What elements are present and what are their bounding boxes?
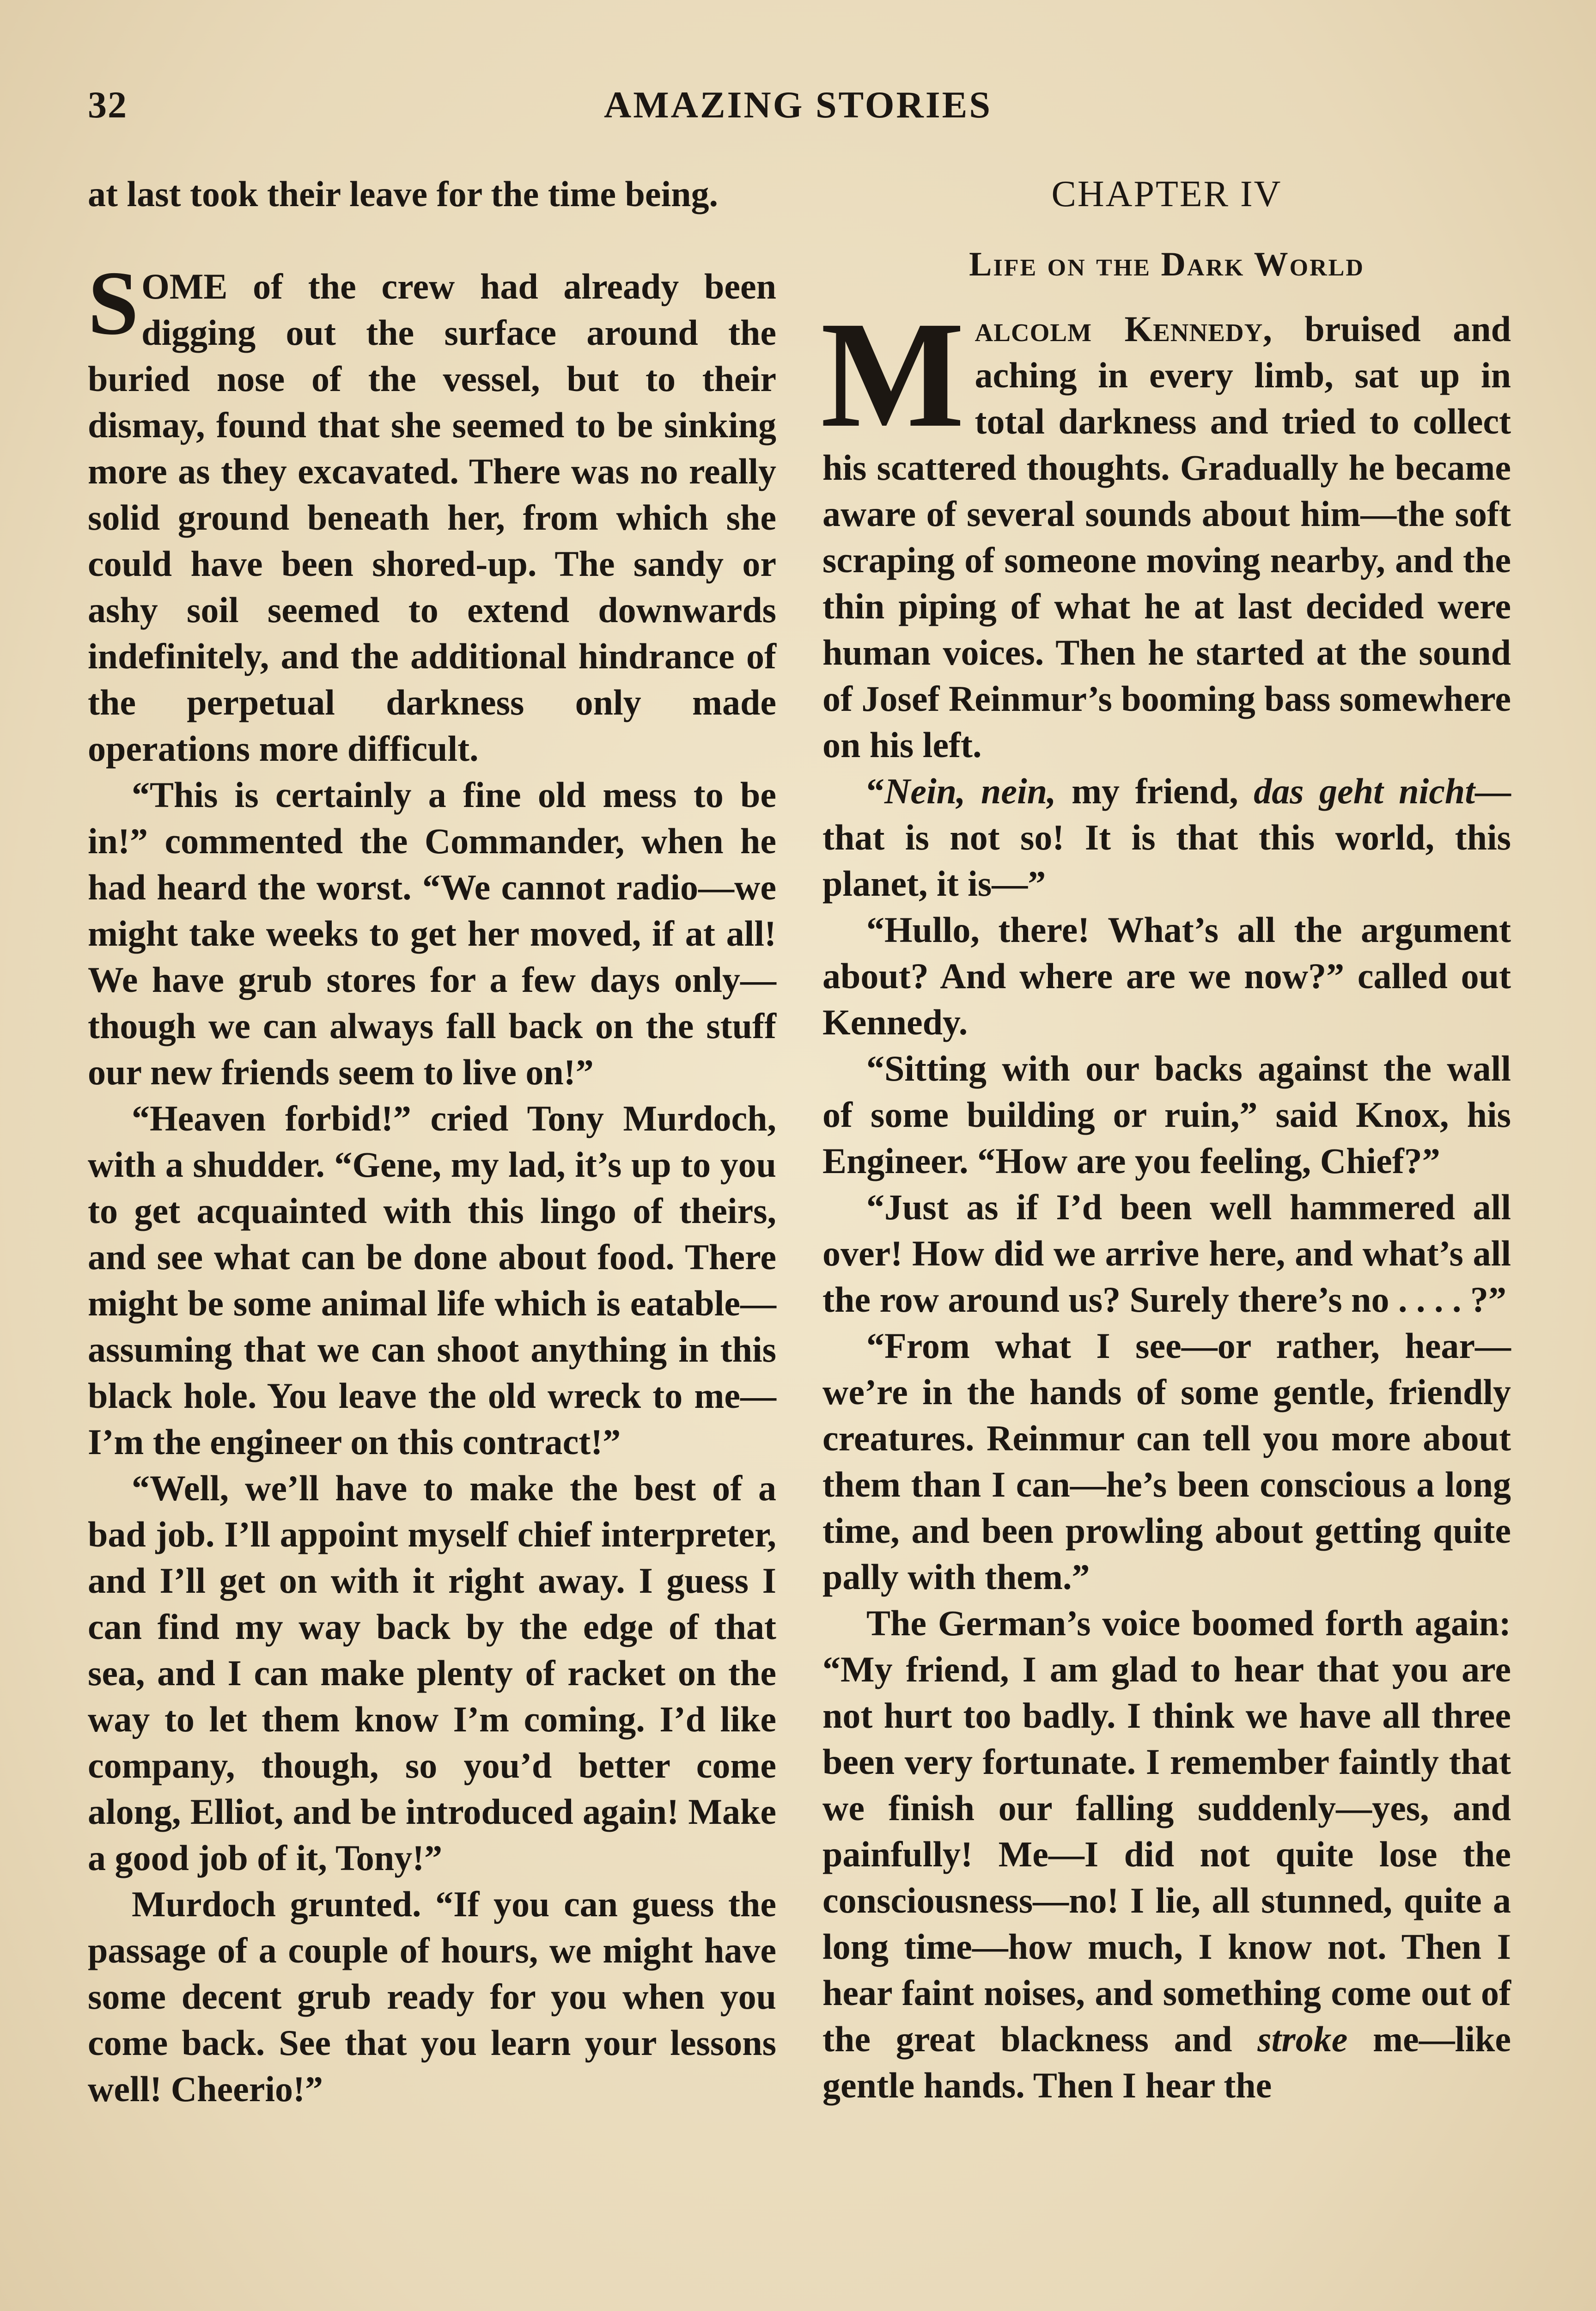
paragraph xyxy=(822,1600,1511,2109)
paragraph: “From what I see—or rather, hear—we’re in the hands of some gentle, friendly creatures. Reinmur can tell you more about them than I can—he’s been conscious a long time, and been prowling about getting quite pally with them.” xyxy=(822,1326,1511,1597)
paragraph-text: The German’s voice boomed forth again: “My friend, I am glad to hear that you are not hurt too badly. I think we have all three been very fortunate. I remember faintly that we finish our falling suddenly—yes, and painfully! Me—I did not quite lose the consciousness—no! I lie, all stunned, quite a long time—how much, I know not. Then I hear faint noises, and something come out of the great blackness and xyxy=(822,1603,1511,2059)
section-opening-paragraph xyxy=(88,252,776,772)
magazine-title: AMAZING STORIES xyxy=(604,84,992,126)
drop-cap: M xyxy=(821,290,965,459)
lead-in-name: alcolm Kennedy, xyxy=(975,309,1273,349)
drop-cap: S xyxy=(88,252,139,354)
paragraph-text: OME of the crew had already been digging out the surface around the buried nose of the vessel, but to their dismay, found that she seemed to be sinking more as they excavated. There was no really solid ground beneath her, from which she could have been shored-up. The sandy or ashy soil seemed to extend downwards indefinitely, and the additional hindrance of the perpetual darkness only made operations more difficult. xyxy=(88,266,776,769)
german-phrase: Nein, nein, xyxy=(884,771,1056,811)
paragraph: “Heaven forbid!” cried Tony Murdoch, with a shudder. “Gene, my lad, it’s up to you to get acquainted with this lingo of theirs, and see what can be done about food. There might be some animal life which is eatable—assuming that we can shoot anything in this black hole. You leave the old wreck to me—I’m the engineer on this contract!” xyxy=(88,1098,776,1462)
paragraph xyxy=(822,768,1511,907)
paragraph: Murdoch grunted. “If you can guess the passage of a couple of hours, we might have some decent grub ready for you when you come back. See that you learn your lessons well! Cheerio!” xyxy=(88,1884,776,2109)
emphasis: stroke xyxy=(1257,2019,1348,2059)
paragraph-text: bruised and aching in every limb, sat up in total darkness and tried to collect his scattered thoughts. Gradually he became aware of several sounds about him—the soft scraping of someone moving nearby, and the thin piping of what he at last decided were human voices. Then he started at the sound of Josef Reinmur’s booming bass somewhere on his left. xyxy=(822,309,1511,765)
page-number: 32 xyxy=(88,84,128,126)
right-column xyxy=(822,171,1511,2109)
paragraph: “Well, we’ll have to make the best of a bad job. I’ll appoint myself chief interpreter, and I’ll get on with it right away. I guess I can find my way back by the edge of that sea, and I can make plenty of racket on the way to let them know I’m coming. I’d like company, though, so you’d better come along, Elliot, and be introduced again! Make a good job of it, Tony!” xyxy=(88,1468,776,1878)
paragraph: “This is certainly a fine old mess to be in!” commented the Commander, when he had heard the worst. “We cannot radio—we might take weeks to get her moved, if at all! We have grub stores for a few days only—though we can always fall back on the stuff our new friends seem to live on!” xyxy=(88,775,776,1092)
paragraph: at last took their leave for the time being. xyxy=(88,174,719,214)
german-phrase: das geht nicht xyxy=(1254,771,1475,811)
paragraph: “Just as if I’d been well hammered all over! How did we arrive here, and what’s all the row around us? Surely there’s no . . . . ?” xyxy=(822,1187,1511,1320)
left-column xyxy=(88,171,776,2112)
chapter-heading: CHAPTER IV xyxy=(1051,174,1282,214)
chapter-opening-paragraph xyxy=(821,290,1511,768)
paragraph-text: me—like gentle hands. Then I hear the xyxy=(822,2019,1511,2105)
chapter-subtitle: Life on the Dark World xyxy=(969,245,1365,283)
running-head xyxy=(88,83,1508,134)
paragraph: “Hullo, there! What’s all the argument about? And where are we now?” called out Kennedy. xyxy=(822,910,1511,1042)
paragraph: “Sitting with our backs against the wall of some building or ruin,” said Knox, his Engineer. “How are you feeling, Chief?” xyxy=(822,1048,1511,1181)
paragraph-text: —that is not so! It is that this world, this planet, it is—” xyxy=(822,771,1511,904)
quote-mark: “ xyxy=(866,771,884,811)
paragraph-text: my friend, xyxy=(1056,771,1254,811)
